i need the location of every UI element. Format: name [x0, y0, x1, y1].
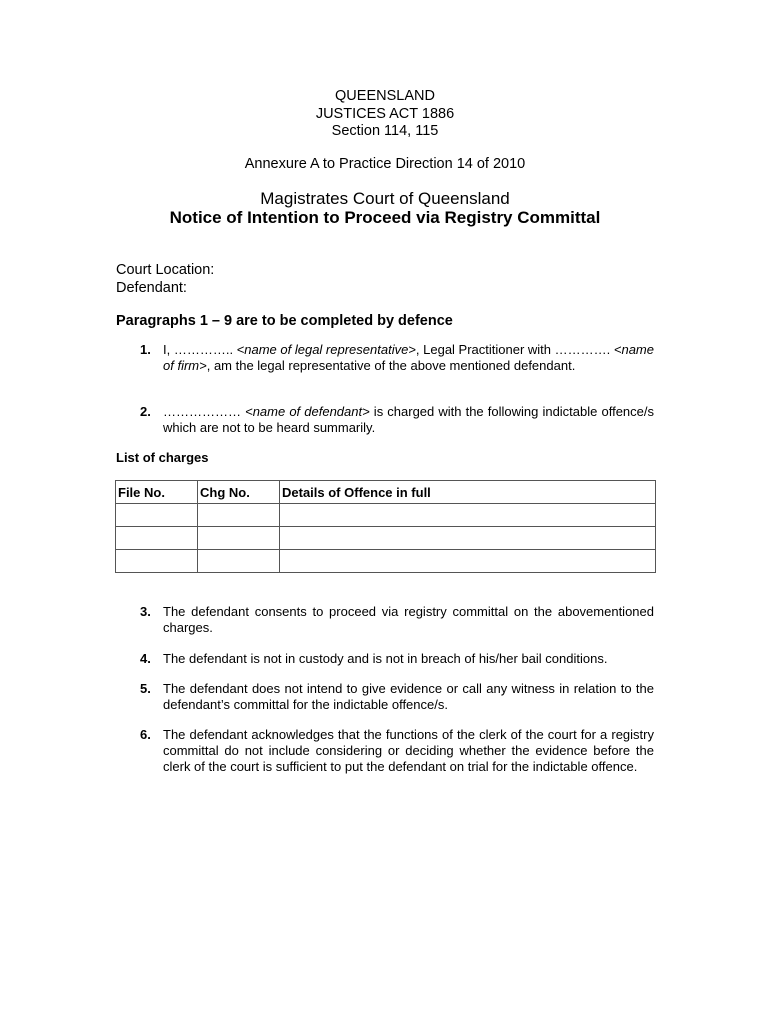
- paragraph-number: 6.: [140, 727, 151, 742]
- paragraph-number: 5.: [140, 681, 151, 696]
- column-header-details: Details of Offence in full: [280, 481, 656, 504]
- paragraph-4: [140, 651, 654, 667]
- header-annexure: Annexure A to Practice Direction 14 of 2010: [244, 156, 526, 172]
- placeholder-legal-representative: <name of legal representative>: [236, 342, 416, 357]
- charges-heading: List of charges: [116, 450, 209, 465]
- notice-title: Notice of Intention to Proceed via Registry Committal: [169, 208, 601, 227]
- table-row: [116, 504, 656, 527]
- paragraph-number: 2.: [140, 404, 151, 419]
- court-title: Magistrates Court of Queensland: [260, 189, 510, 208]
- paragraph-text: The defendant is not in custody and is not in breach of his/her bail conditions.: [163, 651, 608, 666]
- paragraph-1: [140, 342, 654, 374]
- charges-table: [115, 480, 656, 573]
- table-header-row: [116, 481, 656, 504]
- column-header-chg-no: Chg No.: [198, 481, 280, 504]
- paragraph-text: The defendant does not intend to give evidence or call any witness in relation to the defendant’s committal for the indictable offence/s.: [163, 681, 654, 712]
- paragraphs-heading: Paragraphs 1 – 9 are to be completed by defence: [116, 313, 453, 329]
- chg-no-cell[interactable]: [198, 504, 280, 527]
- file-no-cell[interactable]: [116, 550, 198, 573]
- header-act: JUSTICES ACT 1886: [315, 106, 455, 122]
- header-section: Section 114, 115: [331, 123, 439, 139]
- placeholder-defendant: <name of defendant>: [245, 404, 370, 419]
- header-state: QUEENSLAND: [335, 88, 435, 104]
- details-cell[interactable]: [280, 550, 656, 573]
- column-header-file-no: File No.: [116, 481, 198, 504]
- placeholder-firm: <name of firm>: [163, 342, 654, 373]
- details-cell[interactable]: [280, 504, 656, 527]
- paragraph-text: I, ………….. <name of legal representative>, Legal Practitioner with …………. <name of firm>, am the legal representative of the above mentioned defendant.: [163, 342, 654, 373]
- paragraph-number: 1.: [140, 342, 151, 357]
- paragraph-3: [140, 604, 654, 636]
- chg-no-cell[interactable]: [198, 527, 280, 550]
- table-row: [116, 527, 656, 550]
- file-no-cell[interactable]: [116, 504, 198, 527]
- paragraph-2: [140, 404, 654, 436]
- paragraph-number: 4.: [140, 651, 151, 666]
- table-row: [116, 550, 656, 573]
- paragraph-6: [140, 727, 654, 775]
- court-location-label: Court Location:: [116, 262, 215, 278]
- paragraph-text: ……………… <name of defendant> is charged with the following indictable offence/s which are not to be heard summarily.: [163, 404, 654, 435]
- paragraph-text: The defendant acknowledges that the functions of the clerk of the court for a registry committal do not include considering or deciding whether the evidence before the clerk of the court is sufficient to put the defendant on trial for the indictable offence.: [163, 727, 654, 774]
- details-cell[interactable]: [280, 527, 656, 550]
- file-no-cell[interactable]: [116, 527, 198, 550]
- paragraph-text: The defendant consents to proceed via registry committal on the abovementioned charges.: [163, 604, 654, 635]
- paragraph-5: [140, 681, 654, 713]
- paragraph-number: 3.: [140, 604, 151, 619]
- defendant-label: Defendant:: [116, 280, 187, 296]
- chg-no-cell[interactable]: [198, 550, 280, 573]
